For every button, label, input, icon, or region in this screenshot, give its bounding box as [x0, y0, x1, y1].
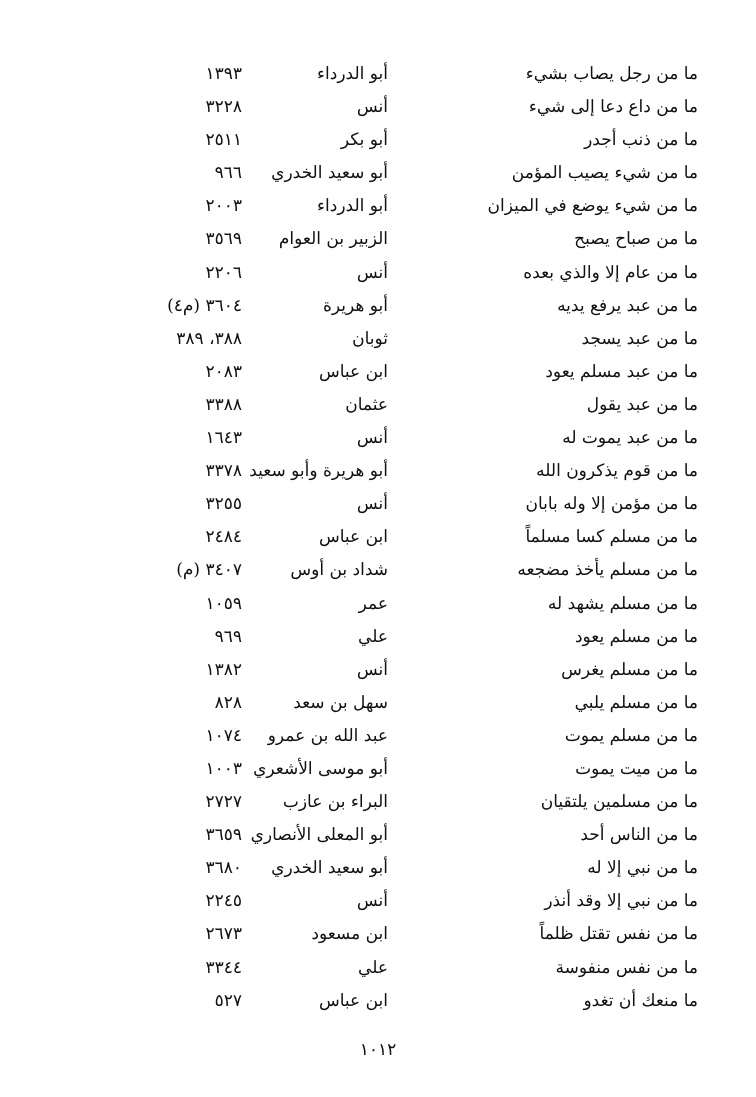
- hadith-number: ٢٠٠٣: [205, 196, 242, 217]
- hadith-number: ٨٢٨: [214, 692, 242, 713]
- narrator-name: أبو هريرة: [322, 295, 388, 316]
- index-row: [0, 323, 756, 356]
- hadith-number: ٥٢٧: [214, 990, 242, 1011]
- index-row: [0, 521, 756, 554]
- narrator-name: ابن عباس: [318, 361, 388, 382]
- narrator-name: أبو الدرداء: [317, 64, 388, 84]
- index-row: [0, 91, 756, 124]
- index-row: [0, 588, 756, 621]
- narrator-name: شداد بن أوس: [290, 560, 388, 581]
- hadith-number: ١٠٠٣: [205, 758, 242, 779]
- narrator-name: علي: [358, 957, 388, 978]
- hadith-phrase: ما من عبد مسلم يعود: [545, 361, 698, 382]
- hadith-number: ٣٢٥٥: [205, 494, 242, 515]
- hadith-number: ٢٧٢٧: [205, 792, 242, 813]
- narrator-name: أبو سعيد الخدري: [271, 163, 388, 184]
- hadith-phrase: ما من مسلم يلبي: [574, 692, 698, 713]
- index-row: [0, 455, 756, 488]
- narrator-name: ابن مسعود: [311, 924, 388, 945]
- narrator-name: أبو موسى الأشعري: [253, 758, 388, 779]
- hadith-number: ٣٣٨٨: [205, 394, 242, 415]
- index-row: [0, 257, 756, 290]
- narrator-name: البراء بن عازب: [282, 792, 388, 813]
- index-row: [0, 157, 756, 190]
- hadith-phrase: ما من مسلم يعود: [574, 626, 698, 647]
- hadith-phrase: ما من ذنب أجدر: [584, 130, 698, 151]
- hadith-phrase: ما من نفس منفوسة: [555, 957, 698, 978]
- hadith-number: ٢٢٠٦: [205, 262, 242, 283]
- hadith-phrase: ما من شيء يصيب المؤمن: [511, 163, 698, 184]
- index-row: [0, 654, 756, 687]
- narrator-name: أنس: [356, 494, 388, 515]
- hadith-phrase: ما من مسلم يموت: [564, 725, 698, 746]
- index-row: [0, 985, 756, 1018]
- hadith-phrase: ما من ميت يموت: [575, 758, 698, 779]
- hadith-number: ٣٢٢٨: [205, 97, 242, 118]
- narrator-name: أبو الدرداء: [317, 196, 388, 217]
- narrator-name: عثمان: [345, 394, 388, 415]
- index-row: [0, 389, 756, 422]
- hadith-number: ٣٦٠٤ (م٤): [167, 295, 242, 316]
- narrator-name: ابن عباس: [318, 527, 388, 548]
- hadith-number: ٩٦٦: [214, 163, 242, 184]
- hadith-phrase: ما من قوم يذكرون الله: [536, 461, 698, 482]
- narrator-name: سهل بن سعد: [293, 692, 388, 713]
- page-number: ١٠١٢: [359, 1040, 397, 1060]
- narrator-name: أنس: [356, 97, 388, 118]
- hadith-phrase: ما من عبد يموت له: [562, 428, 698, 449]
- hadith-number: ٣٦٨٠: [205, 858, 242, 879]
- hadith-phrase: ما من الناس أحد: [580, 825, 698, 846]
- hadith-number: ٢٢٤٥: [205, 891, 242, 912]
- hadith-number: ١٣٩٣: [205, 64, 242, 84]
- index-row: [0, 852, 756, 885]
- index-row: [0, 720, 756, 753]
- hadith-phrase: ما من شيء يوضع في الميزان: [487, 196, 698, 217]
- hadith-phrase: ما من مسلم كسا مسلماً: [525, 527, 698, 548]
- hadith-phrase: ما من عبد يقول: [586, 394, 698, 415]
- narrator-name: أبو المعلى الأنصاري: [250, 825, 388, 846]
- hadith-phrase: ما من رجل يصاب بشيء: [525, 64, 698, 84]
- hadith-number: ١٠٥٩: [205, 593, 242, 614]
- index-table: [0, 58, 756, 1018]
- index-row: [0, 290, 756, 323]
- hadith-number: ٣٣٧٨: [205, 461, 242, 482]
- narrator-name: عمر: [358, 593, 388, 614]
- index-row: [0, 58, 756, 91]
- hadith-phrase: ما من مسلم يغرس: [561, 659, 698, 680]
- index-row: [0, 190, 756, 223]
- hadith-number: ١٠٧٤: [205, 725, 242, 746]
- index-row: [0, 918, 756, 951]
- index-row: [0, 885, 756, 918]
- hadith-number: ٢٥١١: [205, 130, 242, 151]
- hadith-number: ٣٤٠٧ (م): [176, 560, 242, 581]
- hadith-number: ٣٣٤٤: [205, 957, 242, 978]
- hadith-number: ٢٠٨٣: [205, 361, 242, 382]
- hadith-phrase: ما من صباح يصبح: [574, 229, 698, 250]
- narrator-name: أنس: [356, 428, 388, 449]
- hadith-number: ٣٦٥٩: [205, 825, 242, 846]
- narrator-name: أبو هريرة وأبو سعيد: [249, 461, 388, 482]
- index-row: [0, 488, 756, 521]
- hadith-phrase: ما من نبي إلا وقد أنذر: [544, 891, 698, 912]
- narrator-name: ابن عباس: [318, 990, 388, 1011]
- narrator-name: عبد الله بن عمرو: [267, 725, 388, 746]
- hadith-number: ٣٥٦٩: [205, 229, 242, 250]
- hadith-phrase: ما من عام إلا والذي بعده: [523, 262, 698, 283]
- narrator-name: أنس: [356, 659, 388, 680]
- hadith-phrase: ما من مؤمن إلا وله بابان: [525, 494, 698, 515]
- hadith-number: ٩٦٩: [214, 626, 242, 647]
- index-row: [0, 554, 756, 587]
- hadith-number: ٢٤٨٤: [205, 527, 242, 548]
- hadith-phrase: ما من مسلم يأخذ مضجعه: [517, 560, 698, 581]
- hadith-phrase: ما من مسلمين يلتقيان: [540, 792, 698, 813]
- index-row: [0, 422, 756, 455]
- index-row: [0, 621, 756, 654]
- index-row: [0, 687, 756, 720]
- index-row: [0, 753, 756, 786]
- hadith-phrase: ما من نفس تقتل ظلماً: [539, 924, 698, 945]
- narrator-name: أبو سعيد الخدري: [271, 858, 388, 879]
- narrator-name: ثوبان: [352, 328, 388, 349]
- index-row: [0, 223, 756, 256]
- narrator-name: أنس: [356, 891, 388, 912]
- narrator-name: أنس: [356, 262, 388, 283]
- hadith-phrase: ما منعك أن تغدو: [583, 990, 698, 1011]
- hadith-number: ٣٨٨، ٣٨٩: [176, 328, 242, 349]
- index-row: [0, 952, 756, 985]
- index-row: [0, 819, 756, 852]
- hadith-phrase: ما من مسلم يشهد له: [547, 593, 698, 614]
- hadith-number: ١٣٨٢: [205, 659, 242, 680]
- index-row: [0, 786, 756, 819]
- hadith-phrase: ما من داع دعا إلى شيء: [528, 97, 698, 118]
- hadith-number: ٢٦٧٣: [205, 924, 242, 945]
- narrator-name: الزبير بن العوام: [278, 229, 388, 250]
- narrator-name: علي: [358, 626, 388, 647]
- index-row: [0, 356, 756, 389]
- hadith-phrase: ما من عبد يرفع يديه: [557, 295, 698, 316]
- hadith-number: ١٦٤٣: [205, 428, 242, 449]
- index-row: [0, 124, 756, 157]
- narrator-name: أبو بكر: [340, 130, 388, 151]
- hadith-phrase: ما من عبد يسجد: [581, 328, 698, 349]
- hadith-phrase: ما من نبي إلا له: [587, 858, 698, 879]
